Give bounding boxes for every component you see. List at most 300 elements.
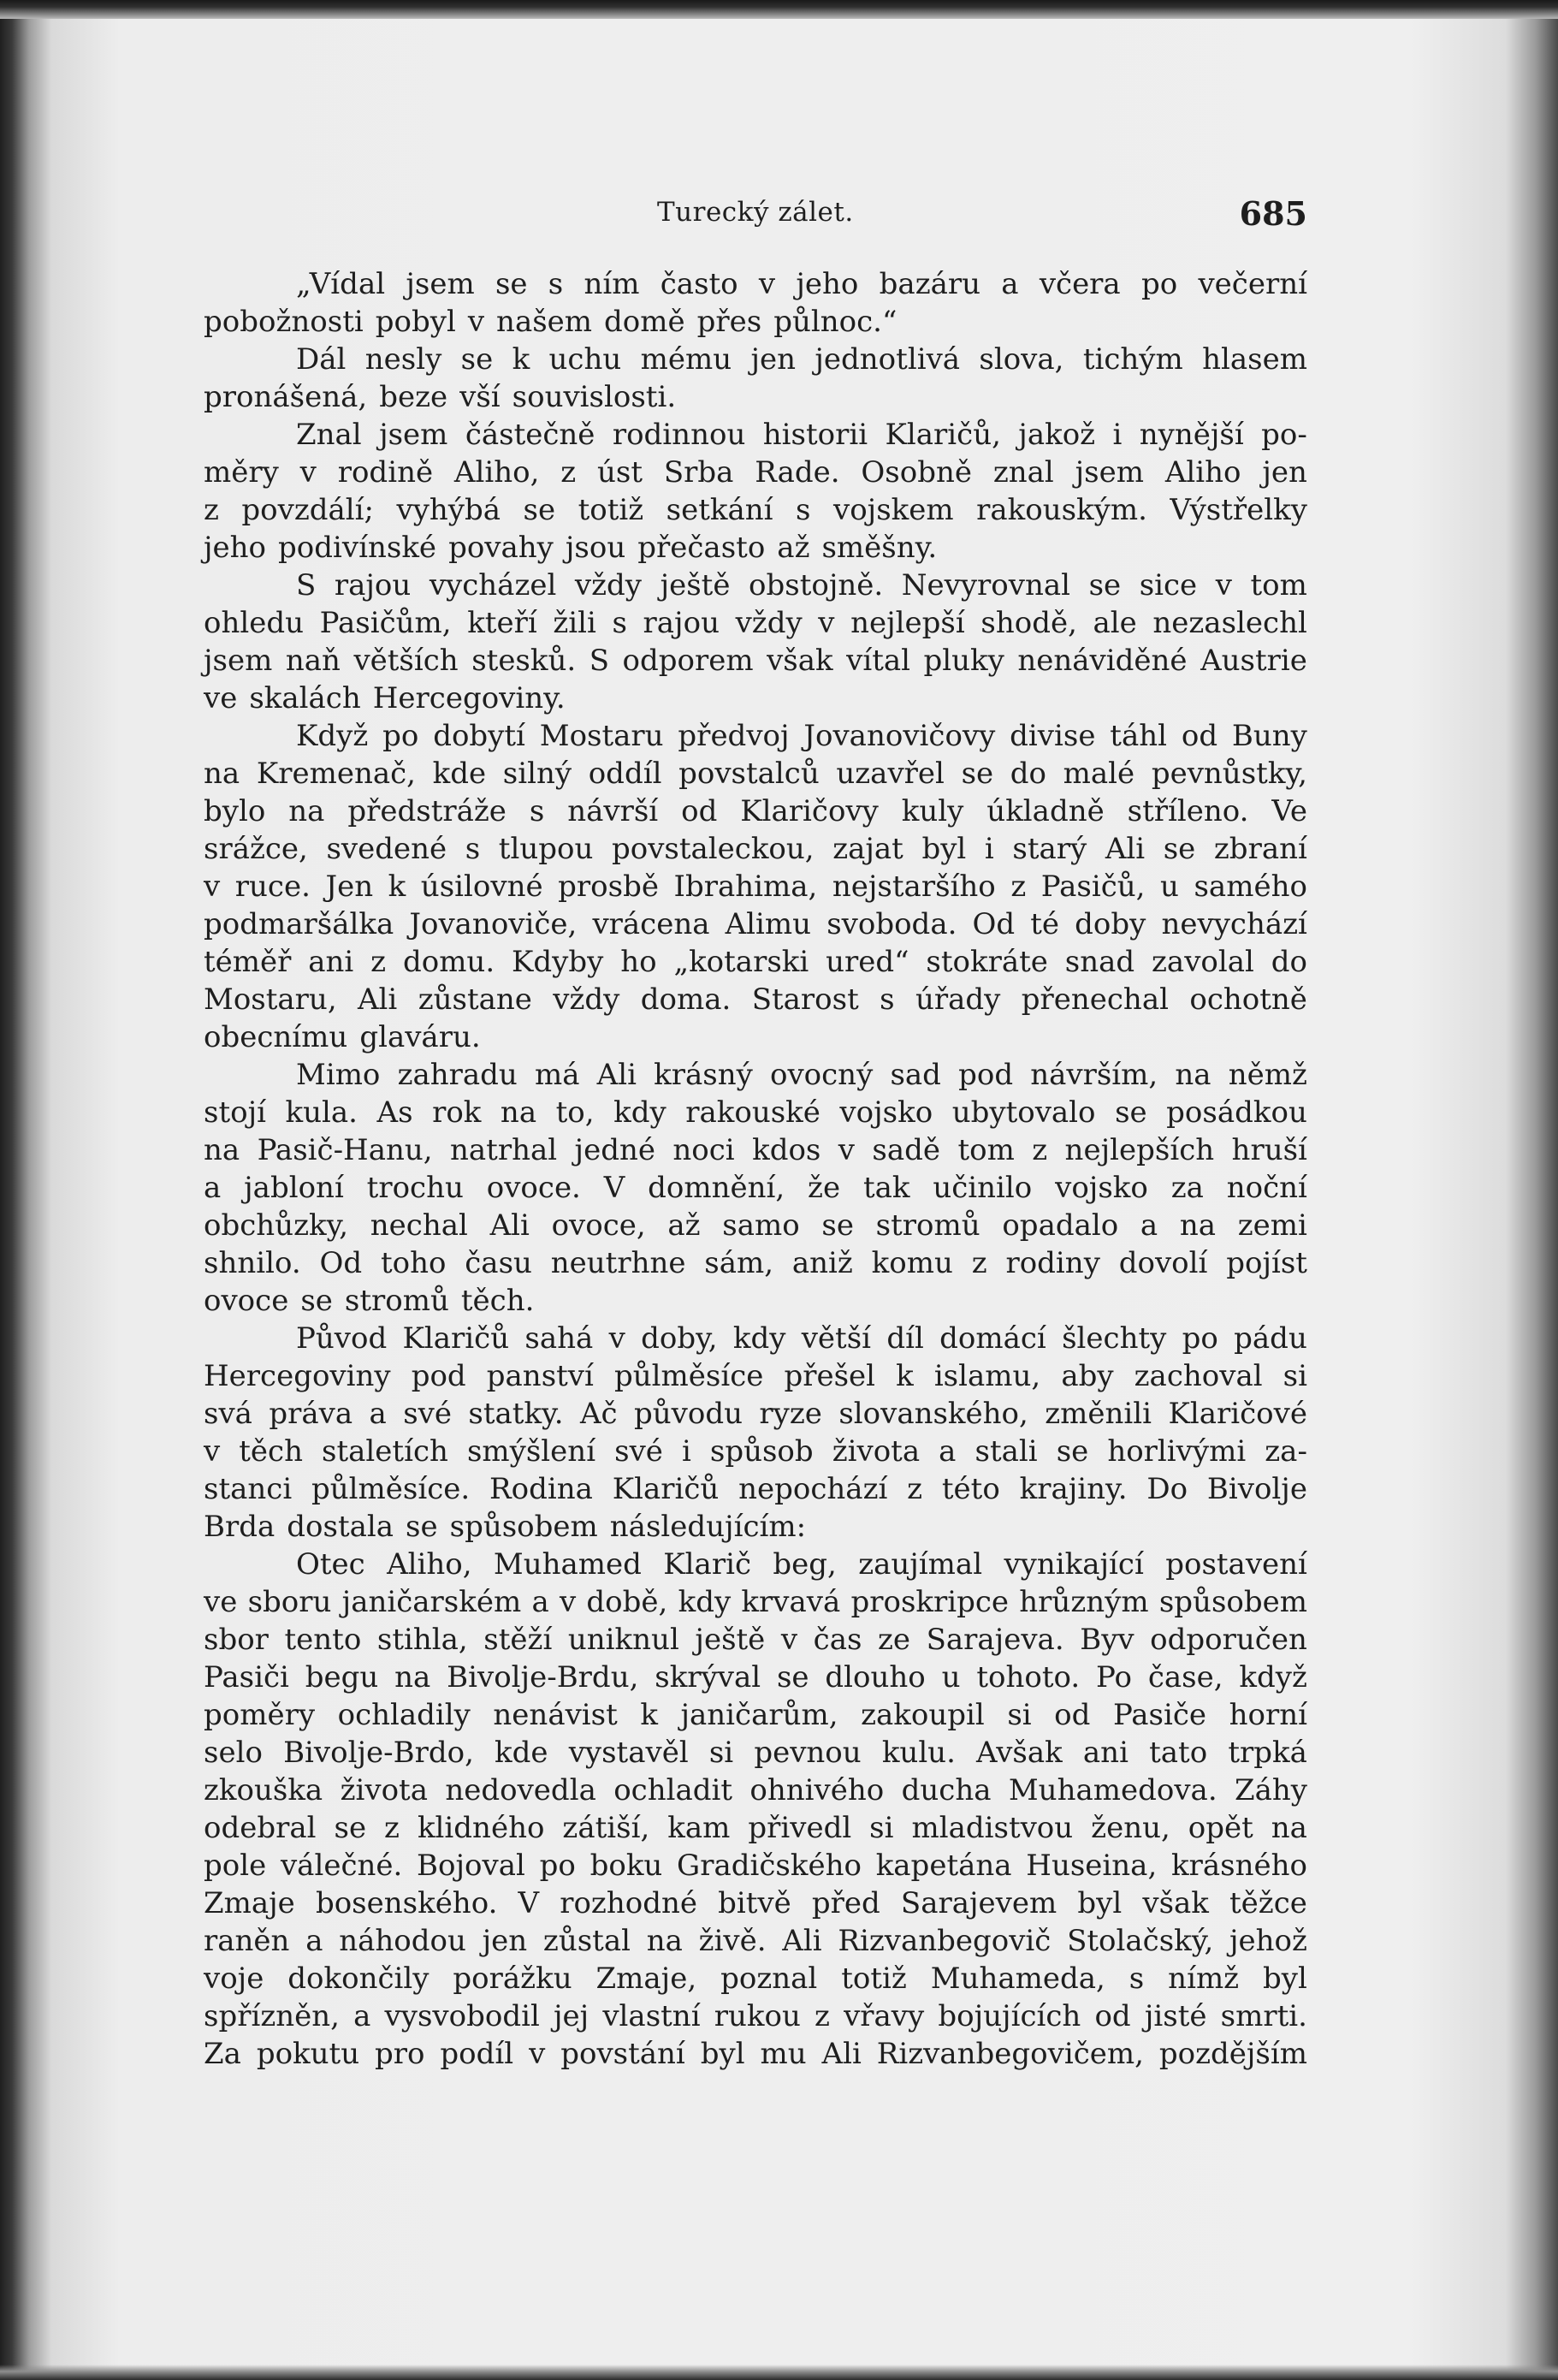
word: pojíst	[1226, 1246, 1307, 1280]
word: návrší	[567, 794, 659, 828]
word: pod	[958, 1058, 1014, 1092]
word: na	[204, 757, 240, 791]
word: kteří	[467, 606, 537, 640]
word: Byv	[1080, 1623, 1134, 1657]
word: Původ	[296, 1321, 388, 1356]
word: vojsko	[839, 1095, 933, 1130]
text-line	[204, 341, 1307, 378]
word: Starost	[751, 982, 859, 1017]
word: snad	[1064, 945, 1135, 979]
word: dobytí	[433, 719, 525, 753]
word: a	[353, 1999, 371, 2033]
word: v	[204, 1434, 221, 1469]
word: Kdyby	[512, 945, 604, 979]
word: Ibrahima,	[673, 870, 818, 904]
word: Ali	[821, 2037, 862, 2071]
word: naň	[285, 644, 341, 678]
word: aniž	[791, 1246, 853, 1280]
text-line	[204, 1884, 1307, 1922]
word: z	[907, 1472, 923, 1506]
word: Za	[204, 2037, 241, 2071]
word: rozhodné	[560, 1886, 697, 1920]
word: zavolal	[1152, 945, 1254, 979]
word: byl	[700, 2037, 745, 2071]
page-number: 685	[1239, 194, 1307, 233]
word: před	[811, 1886, 880, 1920]
word: hruší	[1231, 1133, 1307, 1167]
word: domu.	[402, 945, 495, 979]
text-line	[204, 1244, 1307, 1282]
text-line	[204, 1659, 1307, 1696]
word: od	[1181, 719, 1218, 753]
word: jabloní	[244, 1171, 344, 1205]
word: nejlepších	[1064, 1133, 1215, 1167]
word: proskripce	[850, 1585, 1010, 1619]
text-line	[204, 529, 1307, 567]
word: V	[518, 1886, 540, 1920]
word: trochu	[366, 1171, 464, 1205]
word: na	[646, 1924, 683, 1958]
word: dokončily	[287, 1962, 429, 1996]
word: ducha	[901, 1773, 992, 1807]
word: od	[681, 794, 718, 828]
word: času	[465, 1246, 532, 1280]
word: horní	[1229, 1698, 1307, 1732]
text-line	[204, 1621, 1307, 1659]
word: nepochází	[738, 1472, 888, 1506]
word: kulu.	[881, 1736, 956, 1770]
word: beg,	[773, 1547, 837, 1582]
word: se	[406, 1510, 438, 1544]
word: svá	[204, 1397, 252, 1431]
word: zakoupil	[861, 1698, 985, 1732]
word: stali	[974, 1434, 1038, 1469]
word: domácí	[939, 1321, 1046, 1356]
word: Po	[1096, 1660, 1133, 1694]
word: selo	[204, 1736, 263, 1770]
word: shodě,	[980, 606, 1077, 640]
text-line	[204, 642, 1307, 680]
word: za-	[1265, 1434, 1307, 1469]
word: nesly	[364, 342, 442, 377]
word: tak	[862, 1171, 910, 1205]
word: Srba	[663, 455, 734, 490]
text-line	[204, 416, 1307, 454]
word: u	[941, 1660, 961, 1694]
word: rodiny	[1005, 1246, 1100, 1280]
word: ohledu	[204, 606, 305, 640]
word: zachoval	[1134, 1359, 1263, 1393]
word: Muhamedova.	[1008, 1773, 1217, 1807]
word: krásného	[1171, 1849, 1307, 1883]
word: živě.	[698, 1924, 767, 1958]
word: domnění,	[648, 1171, 785, 1205]
word: aby	[1061, 1359, 1114, 1393]
word: Klaričovy	[740, 794, 879, 828]
word: a	[531, 1585, 549, 1619]
word: jeho	[204, 531, 267, 565]
word: sice	[1139, 568, 1198, 602]
word: našem	[496, 305, 593, 339]
word: byl	[921, 832, 967, 866]
word: vždy	[735, 606, 803, 640]
word: zahradu	[397, 1058, 518, 1092]
word: jsem	[379, 418, 448, 452]
word: se	[1088, 568, 1122, 602]
word: z	[204, 493, 219, 527]
word: ovoce,	[551, 1208, 646, 1243]
word: Jovanovičovy	[803, 719, 996, 753]
word: As	[376, 1095, 413, 1130]
word: má	[535, 1058, 580, 1092]
word: ním	[584, 267, 640, 301]
word: nejlepší	[850, 606, 965, 640]
word: zůstal	[542, 1924, 631, 1958]
word: domě	[604, 305, 685, 339]
word: nejstaršího	[832, 870, 996, 904]
word: Bivolje-Brdu,	[447, 1660, 639, 1694]
word: stesků.	[471, 644, 577, 678]
text-line	[204, 1809, 1307, 1847]
text-line	[204, 680, 1307, 717]
word: těžce	[1229, 1886, 1307, 1920]
word: „Vídal	[296, 267, 386, 301]
word: Osobně	[861, 455, 972, 490]
word: s	[612, 606, 627, 640]
word: Do	[1146, 1472, 1188, 1506]
text-line	[204, 1696, 1307, 1734]
text-line	[204, 1847, 1307, 1884]
word: tlupou	[498, 832, 594, 866]
word: době,	[586, 1585, 668, 1619]
text-line	[204, 943, 1307, 981]
scan-top-edge	[0, 0, 1558, 19]
word: částečně	[465, 418, 595, 452]
word: že	[808, 1171, 841, 1205]
word: jen	[482, 1924, 528, 1958]
word: smrti.	[1220, 1999, 1307, 2033]
word: kde	[495, 1736, 548, 1770]
text-line	[204, 792, 1307, 830]
word: Gradičského	[677, 1849, 862, 1883]
word: po	[1140, 267, 1178, 301]
word: odporučen	[1150, 1623, 1307, 1657]
word: Ali	[489, 1208, 530, 1243]
word: janičarském	[341, 1585, 522, 1619]
word: Klarič	[663, 1547, 751, 1582]
word: jednotlivá	[815, 342, 961, 377]
word: z	[971, 1246, 987, 1280]
word: ani	[308, 945, 354, 979]
word: odebral	[204, 1811, 317, 1845]
word: Mostaru,	[204, 982, 337, 1017]
word: malé	[1063, 757, 1135, 791]
word: za	[1170, 1171, 1204, 1205]
word: až	[777, 531, 810, 565]
word: kde	[432, 757, 487, 791]
word: původu	[633, 1397, 743, 1431]
word: kdy	[732, 1321, 786, 1356]
word: přešel	[784, 1359, 876, 1393]
word: i	[681, 1434, 691, 1469]
word: Rodina	[489, 1472, 593, 1506]
word: svedené	[326, 832, 447, 866]
word: smýšlení	[466, 1434, 596, 1469]
word: úřady	[915, 982, 1001, 1017]
word: vycházel	[429, 568, 557, 602]
word: hrůzným	[1019, 1585, 1149, 1619]
word: ještě	[660, 568, 731, 602]
word: tom	[957, 1133, 1015, 1167]
word: směšny.	[821, 531, 938, 565]
word: úst	[596, 455, 643, 490]
word: téměř	[204, 945, 292, 979]
word: vší	[459, 380, 501, 414]
word: Rade.	[755, 455, 840, 490]
word: náhodou	[339, 1924, 466, 1958]
word: Stolačský,	[1067, 1924, 1214, 1958]
word: jsem	[204, 644, 273, 678]
word: žili	[553, 606, 596, 640]
word: noční	[1226, 1171, 1307, 1205]
word: Ve	[1271, 794, 1307, 828]
word: Aliho,	[387, 1547, 472, 1582]
word: dostala	[287, 1510, 394, 1544]
word: divise	[1010, 719, 1096, 753]
word: stromů	[875, 1208, 980, 1243]
word: a	[1001, 267, 1019, 301]
word: nenávist	[493, 1698, 618, 1732]
word: pevnou	[754, 1736, 862, 1770]
word: stanci	[204, 1472, 293, 1506]
word: pod	[411, 1359, 466, 1393]
word: Sarajevem	[900, 1886, 1057, 1920]
word: povahy	[448, 531, 554, 565]
word: zůstane	[418, 982, 532, 1017]
word: těch.	[460, 1284, 535, 1318]
word: se	[776, 1660, 809, 1694]
text-line	[204, 981, 1307, 1018]
word: Muhameda,	[930, 1962, 1105, 1996]
word: podivínské	[278, 531, 437, 565]
text-line	[204, 1922, 1307, 1960]
word: větší	[801, 1321, 872, 1356]
word: bojujících	[938, 1999, 1081, 2033]
word: Pasičů,	[1040, 870, 1146, 904]
word: Hercegoviny.	[372, 681, 566, 715]
word: Ali	[782, 1924, 822, 1958]
word: rodině	[337, 455, 434, 490]
word: povstání	[560, 2037, 685, 2071]
word: statky.	[468, 1397, 564, 1431]
word: Austrie	[1200, 644, 1307, 678]
word: předvoj	[678, 719, 790, 753]
word: rodinnou	[612, 418, 746, 452]
word: jisté	[1144, 1999, 1207, 2033]
word: ovoce.	[486, 1171, 581, 1205]
text-line	[204, 1508, 1307, 1546]
word: Muhamed	[493, 1547, 642, 1582]
text-line	[204, 1734, 1307, 1772]
word: po-	[1261, 418, 1307, 452]
word: podmaršálka	[204, 907, 394, 941]
word: povstaleckou,	[611, 832, 815, 866]
word: odporem	[622, 644, 754, 678]
word: až	[667, 1208, 701, 1243]
word: pobyl	[375, 305, 456, 339]
word: i	[1112, 418, 1123, 452]
word: přivedl	[748, 1811, 852, 1845]
word: Pasiči	[204, 1660, 289, 1694]
word: k	[896, 1359, 914, 1393]
word: jsem	[1075, 455, 1144, 490]
word: ochladily	[337, 1698, 471, 1732]
text-line	[204, 1094, 1307, 1131]
text-line	[204, 1056, 1307, 1094]
word: na	[394, 1660, 431, 1694]
word: kapetána	[875, 1849, 1012, 1883]
word: dlouho	[825, 1660, 926, 1694]
word: se	[1163, 832, 1196, 866]
word: návrším,	[1030, 1058, 1158, 1092]
word: ale	[1093, 606, 1137, 640]
word: do	[1010, 757, 1047, 791]
word: S	[589, 644, 609, 678]
text-line	[204, 1169, 1307, 1207]
word: se	[1056, 1434, 1089, 1469]
word: Aliho,	[453, 455, 540, 490]
word: úsilovné	[420, 870, 543, 904]
word: historii	[762, 418, 868, 452]
word: se	[523, 493, 556, 527]
word: pro	[375, 2037, 425, 2071]
word: s	[548, 267, 564, 301]
word: porážku	[453, 1962, 572, 1996]
word: s	[880, 982, 895, 1017]
word: Ač	[579, 1397, 618, 1431]
word: ze	[877, 1623, 911, 1657]
word: půlnoc.“	[773, 305, 897, 339]
word: své	[614, 1434, 663, 1469]
word: Alimu	[725, 907, 812, 941]
word: zajat	[832, 832, 903, 866]
word: se	[1115, 1095, 1147, 1130]
word: horlivými	[1107, 1434, 1247, 1469]
word: válečné.	[280, 1849, 403, 1883]
book-page	[204, 194, 1307, 2073]
word: přečasto	[637, 531, 766, 565]
word: šlechty	[1062, 1321, 1167, 1356]
word: přenechal	[1021, 982, 1169, 1017]
word: postavení	[1165, 1547, 1307, 1582]
word: a	[939, 1434, 957, 1469]
word: tento	[284, 1623, 362, 1657]
word: spůsobem	[1158, 1585, 1307, 1619]
word: poznal	[720, 1962, 818, 1996]
word: od	[1054, 1698, 1091, 1732]
word: stříleno.	[1127, 794, 1249, 828]
word: v	[1215, 568, 1232, 602]
word: s	[1129, 1962, 1145, 1996]
word: poměry	[204, 1698, 316, 1732]
word: bitvě	[718, 1886, 791, 1920]
text-line	[204, 1207, 1307, 1244]
word: nímž	[1168, 1962, 1240, 1996]
word: Ali	[358, 982, 398, 1017]
word: když	[1239, 1660, 1307, 1694]
word: si	[1283, 1359, 1307, 1393]
word: byl	[1263, 1962, 1307, 1996]
word: pevnůstky,	[1151, 757, 1307, 791]
word: toho	[380, 1246, 447, 1280]
word: z	[560, 455, 577, 490]
word: z	[384, 1811, 400, 1845]
word: opadalo	[1002, 1208, 1119, 1243]
word: spůsobem	[449, 1510, 598, 1544]
text-line	[204, 1997, 1307, 2035]
word: sadě	[872, 1133, 941, 1167]
word: panství	[486, 1359, 594, 1393]
word: trpká	[1228, 1736, 1307, 1770]
word: stihla,	[376, 1623, 468, 1657]
word: se	[300, 1284, 333, 1318]
word: nezaslechl	[1152, 606, 1307, 640]
word: spřízněn,	[204, 1999, 340, 2033]
word: pronášená,	[204, 380, 368, 414]
word: zbraní	[1213, 832, 1307, 866]
word: Pasič-Hanu,	[257, 1133, 433, 1167]
word: učinilo	[933, 1171, 1033, 1205]
word: po	[1182, 1321, 1218, 1356]
word: v	[559, 1585, 577, 1619]
word: včera	[1039, 267, 1121, 301]
word: nynější	[1139, 418, 1244, 452]
word: k	[640, 1698, 658, 1732]
text-line	[204, 1433, 1307, 1470]
text-line	[204, 1357, 1307, 1395]
word: Záhy	[1234, 1773, 1307, 1807]
word: Dál	[296, 342, 347, 377]
word: beze	[379, 380, 448, 414]
word: stokráte	[926, 945, 1048, 979]
word: Mostaru	[539, 719, 664, 753]
word: následujícím:	[609, 1510, 807, 1544]
word: „kotarski	[673, 945, 809, 979]
word: mladistvou	[911, 1811, 1074, 1845]
word: ovoce	[204, 1284, 289, 1318]
word: byl	[1077, 1886, 1123, 1920]
word: táhl	[1110, 719, 1168, 753]
word: Aliho	[1164, 455, 1241, 490]
word: v	[467, 305, 485, 339]
word: Klaričové	[1168, 1397, 1307, 1431]
word: ochotně	[1189, 982, 1307, 1017]
word: mu	[760, 2037, 807, 2071]
word: a	[204, 1171, 222, 1205]
word: v	[204, 870, 221, 904]
word: z	[815, 1999, 830, 2033]
word: Buny	[1231, 719, 1307, 753]
word: sad	[890, 1058, 941, 1092]
word: Nevyrovnal	[901, 568, 1071, 602]
word: vždy	[553, 982, 620, 1017]
word: Hercegoviny	[204, 1359, 391, 1393]
word: bazáru	[879, 267, 981, 301]
word: raněn	[204, 1924, 290, 1958]
word: slovanského,	[838, 1397, 1028, 1431]
word: nenáviděné	[1017, 644, 1188, 678]
word: krajiny.	[1019, 1472, 1128, 1506]
